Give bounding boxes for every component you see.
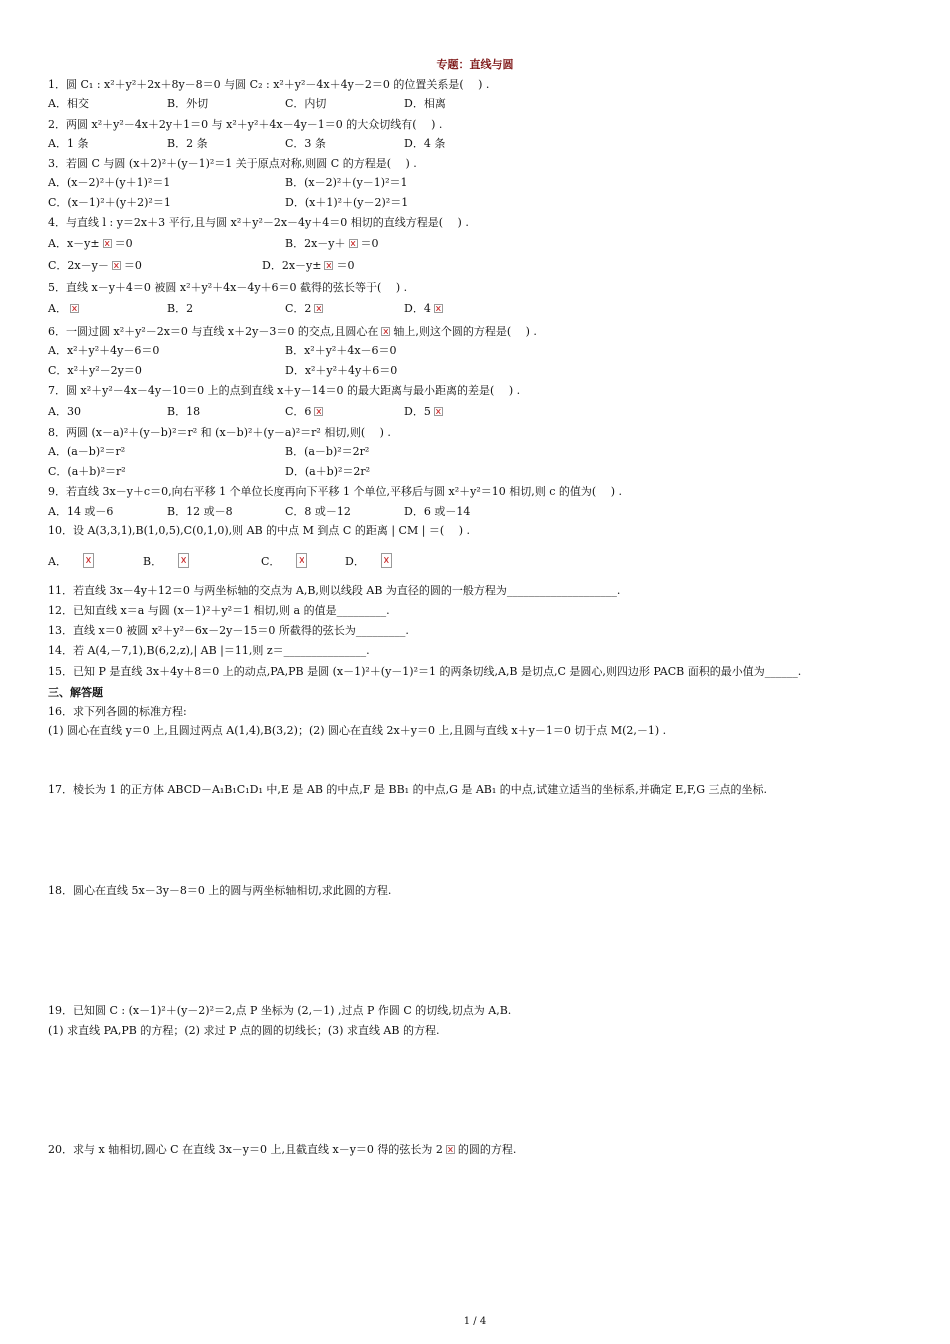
- answer-option: [285, 196, 408, 210]
- option-text: B．x²＋y²＋4x－6＝0: [285, 344, 397, 357]
- answer-option: [48, 505, 113, 519]
- option-text: C．2: [285, 302, 312, 315]
- question-text: 三、解答题: [48, 686, 103, 699]
- option-text: A．x²＋y²＋4y－6＝0: [48, 344, 160, 357]
- broken-image-icon: [314, 304, 323, 313]
- broken-image-icon: [112, 261, 121, 270]
- answer-option: [404, 137, 445, 151]
- broken-image-icon: [83, 553, 94, 568]
- option-text: C．6: [285, 405, 312, 418]
- option-text: C．3 条: [285, 137, 326, 150]
- option-text: D．5: [404, 405, 431, 418]
- option-text: B．2: [167, 302, 194, 315]
- question-text: 5．直线 x－y＋4＝0 被圆 x²＋y²＋4x－4y＋6＝0 截得的弦长等于( ) .: [48, 281, 408, 294]
- question-line-sec3: [48, 686, 103, 700]
- answer-option: [404, 405, 446, 419]
- question-line-q20: [48, 1143, 516, 1157]
- question-text: (1) 圆心在直线 y＝0 上,且圆过两点 A(1,4),B(3,2)；(2) 圆心在直线 2x＋y＝0 上,且圆与直线 x＋y－1＝0 切于点 M(2,－1) .: [48, 724, 667, 737]
- answer-option: [48, 465, 126, 479]
- answer-option: [48, 344, 159, 358]
- question-line-q8: [48, 426, 391, 440]
- question-line-q18: [48, 884, 391, 898]
- option-text: A．30: [48, 405, 81, 418]
- option-text: D．: [345, 555, 365, 568]
- question-line-q5: [48, 281, 407, 295]
- answer-option: [48, 237, 133, 251]
- option-text-cont: ＝0: [336, 259, 355, 272]
- answer-option: [48, 196, 171, 210]
- option-text: A．(x－2)²＋(y＋1)²＝1: [48, 176, 171, 189]
- answer-option: [262, 259, 354, 273]
- question-text: 13．直线 x＝0 被圆 x²＋y²－6x－2y－15＝0 所截得的弦长为_________.: [48, 624, 409, 637]
- question-text: 4．与直线 l : y＝2x＋3 平行,且与圆 x²＋y²－2x－4y＋4＝0 相切的直线方程是( ) .: [48, 216, 469, 229]
- question-text: 2．两圆 x²＋y²－4x＋2y＋1＝0 与 x²＋y²＋4x－4y－1＝0 的大众切线有( ) .: [48, 118, 443, 131]
- option-text: A．: [48, 302, 67, 315]
- broken-image-icon: [324, 261, 333, 270]
- question-text: (1) 求直线 PA,PB 的方程；(2) 求过 P 点的圆的切线长；(3) 求直线 AB 的方程.: [48, 1024, 440, 1037]
- option-text: D．相离: [404, 97, 446, 110]
- question-text: 18．圆心在直线 5x－3y－8＝0 上的圆与两坐标轴相切,求此圆的方程.: [48, 884, 392, 897]
- answer-option: [285, 405, 326, 419]
- question-line-q15: [48, 665, 801, 679]
- question-line-q19b: [48, 1024, 439, 1038]
- answer-option: [285, 445, 369, 459]
- option-text: B．2x－y＋: [285, 237, 346, 250]
- option-text: C．内切: [285, 97, 327, 110]
- answer-option: [48, 405, 81, 419]
- answer-option: [261, 553, 310, 569]
- question-text-cont: 轴上,则这个圆的方程是( ) .: [393, 325, 537, 338]
- broken-image-icon: [349, 239, 358, 248]
- answer-option: [404, 97, 446, 111]
- option-text: A．14 或－6: [48, 505, 114, 518]
- question-line-q6: [48, 325, 537, 339]
- option-text: C．(a＋b)²＝r²: [48, 465, 126, 478]
- answer-option: [285, 97, 326, 111]
- question-line-q17: [48, 783, 767, 797]
- question-text: 11．若直线 3x－4y＋12＝0 与两坐标轴的交点为 A,B,则以线段 AB 为直径的圆的一般方程为____________________.: [48, 584, 621, 597]
- option-text-cont: ＝0: [114, 237, 133, 250]
- answer-option: [285, 364, 397, 378]
- question-text: 9．若直线 3x－y＋c＝0,向右平移 1 个单位长度再向下平移 1 个单位,平移后与圆 x²＋y²＝10 相切,则 c 的值为( ) .: [48, 485, 622, 498]
- option-text: C．: [261, 555, 281, 568]
- question-line-q11: [48, 584, 620, 598]
- option-text-cont: ＝0: [360, 237, 379, 250]
- question-text: 10．设 A(3,3,1),B(1,0,5),C(0,1,0),则 AB 的中点 M 到点 C 的距离 | CM | ＝( ) .: [48, 524, 470, 537]
- question-line-q9: [48, 485, 622, 499]
- option-text: C．(x－1)²＋(y＋2)²＝1: [48, 196, 171, 209]
- question-text: 20．求与 x 轴相切,圆心 C 在直线 3x－y＝0 上,且截直线 x－y＝0 得的弦长为 2: [48, 1143, 443, 1156]
- answer-option: [404, 505, 470, 519]
- answer-option: [167, 405, 200, 419]
- answer-option: [167, 505, 233, 519]
- question-text: 16．求下列各圆的标准方程:: [48, 705, 187, 718]
- option-text: D．4: [404, 302, 431, 315]
- answer-option: [143, 553, 192, 569]
- option-text: B．外切: [167, 97, 209, 110]
- broken-image-icon: [381, 327, 390, 336]
- answer-option: [285, 344, 397, 358]
- answer-option: [285, 465, 370, 479]
- question-line-q13: [48, 624, 409, 638]
- option-text: A．相交: [48, 97, 89, 110]
- question-text: 15．已知 P 是直线 3x＋4y＋8＝0 上的动点,PA,PB 是圆 (x－1)²＋(y－1)²＝1 的两条切线,A,B 是切点,C 是圆心,则四边形 PACB 面积的最小值为______.: [48, 665, 802, 678]
- broken-image-icon: [314, 407, 323, 416]
- option-text: A．1 条: [48, 137, 89, 150]
- option-text: D．x²＋y²＋4y＋6＝0: [285, 364, 398, 377]
- option-text: A．: [48, 555, 67, 568]
- answer-option: [48, 97, 89, 111]
- question-line-q16: [48, 705, 187, 719]
- question-line-q2: [48, 118, 442, 132]
- answer-option: [345, 553, 395, 569]
- option-text-cont: ＝0: [123, 259, 142, 272]
- broken-image-icon: [381, 553, 392, 568]
- question-text: 14．若 A(4,－7,1),B(6,2,z),| AB |＝11,则 z＝_______________.: [48, 644, 370, 657]
- question-line-q14: [48, 644, 370, 658]
- question-line-q12: [48, 604, 390, 618]
- question-line-q1: [48, 78, 489, 92]
- question-line-q7: [48, 384, 520, 398]
- option-text: C．2x－y－: [48, 259, 109, 272]
- answer-option: [285, 237, 379, 251]
- broken-image-icon: [434, 407, 443, 416]
- option-text: B．18: [167, 405, 201, 418]
- option-text: D．6 或－14: [404, 505, 471, 518]
- question-line-q10: [48, 524, 470, 538]
- option-text: B．: [143, 555, 163, 568]
- broken-image-icon: [434, 304, 443, 313]
- option-text: B．(x－2)²＋(y－1)²＝1: [285, 176, 408, 189]
- option-text: D．4 条: [404, 137, 446, 150]
- page-title: 专题：直线与圆: [436, 58, 514, 71]
- answer-option: [48, 259, 142, 273]
- question-line-q3: [48, 157, 417, 171]
- answer-option: [167, 302, 193, 316]
- option-text: C．x²＋y²－2y＝0: [48, 364, 142, 377]
- option-text: B．12 或－8: [167, 505, 233, 518]
- answer-option: [48, 176, 170, 190]
- question-text: 6．一圆过圆 x²＋y²－2x＝0 与直线 x＋2y－3＝0 的交点,且圆心在: [48, 325, 379, 338]
- option-text: B．(a－b)²＝2r²: [285, 445, 370, 458]
- broken-image-icon: [178, 553, 189, 568]
- question-text: 8．两圆 (x－a)²＋(y－b)²＝r² 和 (x－b)²＋(y－a)²＝r² 相切,则( ) .: [48, 426, 391, 439]
- answer-option: [48, 364, 142, 378]
- answer-option: [285, 302, 326, 316]
- answer-option: [167, 97, 208, 111]
- broken-image-icon: [70, 304, 79, 313]
- answer-option: [48, 137, 88, 151]
- option-text: B．2 条: [167, 137, 208, 150]
- option-text: D．2x－y±: [262, 259, 322, 272]
- answer-option: [285, 505, 351, 519]
- question-text-cont: 的圆的方程.: [457, 1143, 517, 1156]
- question-line-q19: [48, 1004, 511, 1018]
- broken-image-icon: [103, 239, 112, 248]
- answer-option: [48, 553, 97, 569]
- option-text: C．8 或－12: [285, 505, 351, 518]
- option-text: A．x－y±: [48, 237, 100, 250]
- question-text: 1．圆 C₁ : x²＋y²＋2x＋8y－8＝0 与圆 C₂ : x²＋y²－4x＋4y－2＝0 的位置关系是( ) .: [48, 78, 490, 91]
- broken-image-icon: [446, 1145, 455, 1154]
- answer-option: [404, 302, 446, 316]
- question-line-q4: [48, 216, 469, 230]
- answer-option: [285, 176, 407, 190]
- option-text: D．(x＋1)²＋(y－2)²＝1: [285, 196, 409, 209]
- question-text: 3．若圆 C 与圆 (x＋2)²＋(y－1)²＝1 关于原点对称,则圆 C 的方程是( ) .: [48, 157, 417, 170]
- question-line-q16b: [48, 724, 666, 738]
- question-text: 17．棱长为 1 的正方体 ABCD－A₁B₁C₁D₁ 中,E 是 AB 的中点,F 是 BB₁ 的中点,G 是 AB₁ 的中点,试建立适当的坐标系,并确定 E,F,G 三点的坐标.: [48, 783, 768, 796]
- answer-option: [285, 137, 326, 151]
- question-text: 7．圆 x²＋y²－4x－4y－10＝0 上的点到直线 x＋y－14＝0 的最大距离与最小距离的差是( ) .: [48, 384, 521, 397]
- option-text: A．(a－b)²＝r²: [48, 445, 126, 458]
- answer-option: [167, 137, 208, 151]
- answer-option: [48, 445, 125, 459]
- answer-option: [48, 302, 82, 316]
- question-text: 12．已知直线 x＝a 与圆 (x－1)²＋y²＝1 相切,则 a 的值是_________.: [48, 604, 390, 617]
- broken-image-icon: [296, 553, 307, 568]
- question-text: 19．已知圆 C : (x－1)²＋(y－2)²＝2,点 P 坐标为 (2,－1) ,过点 P 作圆 C 的切线,切点为 A,B.: [48, 1004, 512, 1017]
- option-text: D．(a＋b)²＝2r²: [285, 465, 371, 478]
- page-number: 1 / 4: [463, 1316, 487, 1327]
